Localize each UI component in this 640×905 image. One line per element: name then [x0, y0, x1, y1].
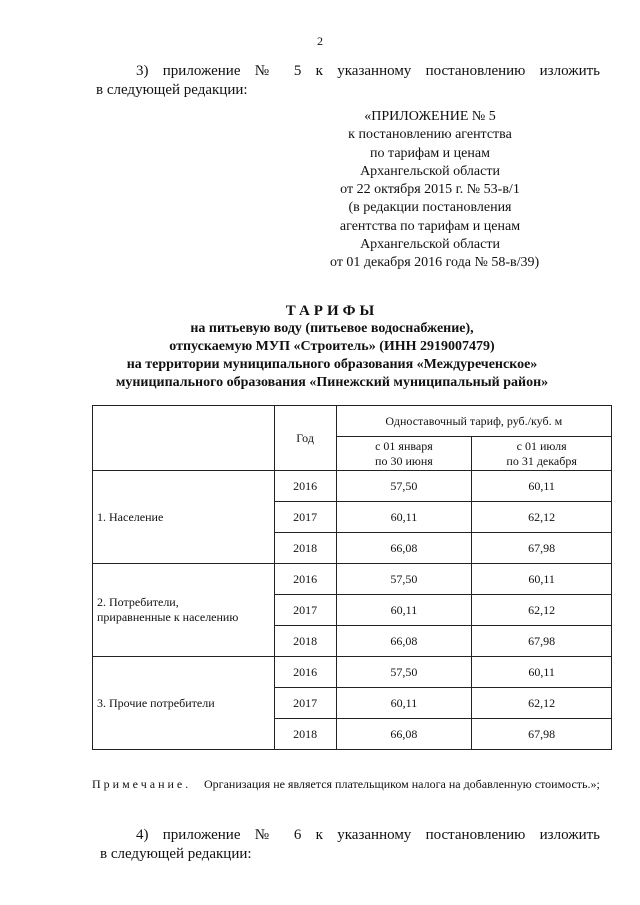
appendix-line: от 01 декабря 2016 года № 58-в/39) [330, 255, 540, 271]
year-cell: 2016 [274, 564, 336, 595]
header-year: Год [274, 406, 336, 471]
year-cell: 2016 [274, 657, 336, 688]
header-period-2: с 01 июля по 31 декабря [472, 437, 612, 471]
title-line: на территории муниципального образования «Междуреченское» [126, 357, 538, 372]
tariff-period-2-cell: 67,98 [472, 626, 612, 657]
page-number: 2 [317, 34, 323, 48]
tariff-period-1-cell: 57,50 [336, 564, 472, 595]
header-tariff: Одноставочный тариф, руб./куб. м [336, 406, 611, 437]
appendix-line: к постановлению агентства [348, 127, 512, 143]
tariff-period-2-cell: 62,12 [472, 688, 612, 719]
tariff-period-2-cell: 67,98 [472, 719, 612, 750]
appendix-line: по тарифам и ценам [370, 145, 490, 161]
tariffs-title [100, 302, 564, 392]
year-cell: 2018 [274, 533, 336, 564]
appendix-line: от 22 октября 2015 г. № 53-в/1 [340, 182, 520, 198]
title-line: муниципального образования «Пинежский муниципальный район» [115, 375, 549, 390]
tariff-period-2-cell: 62,12 [472, 595, 612, 626]
tariff-period-2-cell: 60,11 [472, 471, 612, 502]
year-cell: 2017 [274, 502, 336, 533]
note [92, 776, 612, 793]
tariff-table [92, 405, 612, 750]
note-text: Организация не является плательщиком налога на добавленную стоимость.»; [204, 777, 600, 791]
tariff-period-2-cell: 60,11 [472, 564, 612, 595]
tariff-period-2-cell: 67,98 [472, 533, 612, 564]
category-cell: 2. Потребители, приравненные к населению [93, 564, 275, 657]
table-row [93, 471, 612, 502]
tariff-period-1-cell: 57,50 [336, 657, 472, 688]
paragraph-4-line-2: в следующей редакции: [100, 846, 252, 862]
year-cell: 2016 [274, 471, 336, 502]
tariff-period-1-cell: 60,11 [336, 688, 472, 719]
year-cell: 2018 [274, 626, 336, 657]
title-line: на питьевую воду (питьевое водоснабжение), [190, 321, 474, 336]
tariff-period-1-cell: 57,50 [336, 471, 472, 502]
table-row [93, 564, 612, 595]
appendix-line: Архангельской области [360, 237, 500, 253]
note-label: Примечание. [92, 777, 192, 791]
appendix-header [330, 108, 540, 273]
paragraph-3-line-2: в следующей редакции: [96, 82, 248, 98]
appendix-line: агентства по тарифам и ценам [339, 218, 521, 234]
tariff-period-1-cell: 60,11 [336, 502, 472, 533]
header-period-1: с 01 января по 30 июня [336, 437, 472, 471]
category-cell: 3. Прочие потребители [93, 657, 275, 750]
appendix-line: «ПРИЛОЖЕНИЕ № 5 [364, 109, 496, 124]
tariff-period-2-cell: 62,12 [472, 502, 612, 533]
tariff-period-1-cell: 66,08 [336, 533, 472, 564]
year-cell: 2017 [274, 595, 336, 626]
tariff-period-1-cell: 66,08 [336, 626, 472, 657]
appendix-line: (в редакции постановления [348, 200, 512, 216]
tariff-period-2-cell: 60,11 [472, 657, 612, 688]
category-cell: 1. Население [93, 471, 275, 564]
tariff-period-1-cell: 60,11 [336, 595, 472, 626]
paragraph-3-line-1: 3) приложение № 5 к указанному постановлению изложить [136, 63, 600, 79]
year-cell: 2018 [274, 719, 336, 750]
paragraph-4-line-1: 4) приложение № 6 к указанному постановлению изложить [136, 827, 600, 843]
year-cell: 2017 [274, 688, 336, 719]
table-row [93, 657, 612, 688]
appendix-line: Архангельской области [360, 163, 500, 179]
header-empty-cell [93, 406, 275, 471]
tariffs-heading: ТАРИФЫ [285, 303, 379, 319]
table-header-row [93, 406, 612, 437]
tariff-period-1-cell: 66,08 [336, 719, 472, 750]
title-line: отпускаемую МУП «Строитель» (ИНН 2919007479) [169, 339, 495, 354]
